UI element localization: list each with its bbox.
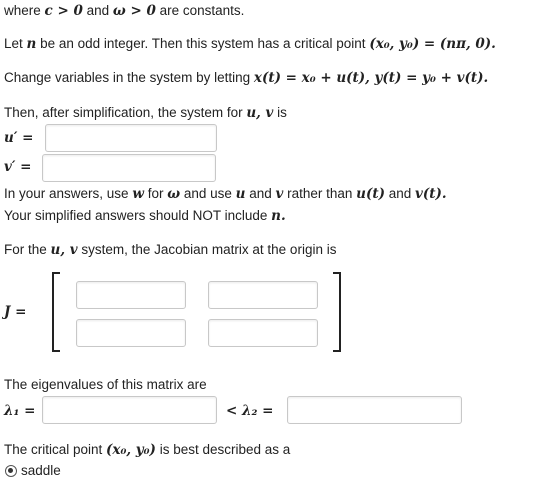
matrix-left-bracket [52, 272, 60, 352]
lambda1-input[interactable] [42, 396, 217, 424]
u-prime-label: u′ = [4, 130, 34, 146]
math-substitution: x(t) = x₀ + u(t), y(t) = y₀ + v(t). [253, 70, 489, 86]
change-variables-statement: Change variables in the system by letting x(t) = x₀ + u(t), y(t) = y₀ + v(t). [4, 70, 489, 86]
saddle-option-label[interactable]: saddle [21, 463, 61, 478]
v-prime-input[interactable] [42, 154, 216, 182]
matrix-right-bracket [333, 272, 341, 352]
critical-point-statement: Let n be an odd integer. Then this system has a critical point (x₀, y₀) = (nπ, 0). [4, 36, 496, 52]
math-n: n [26, 36, 37, 52]
v-prime-label: v′ = [4, 159, 32, 175]
lambda2-label: < λ₂ = [226, 403, 274, 419]
no-n-instruction: Your simplified answers should NOT include n. [4, 208, 286, 224]
math-uv: u, v [246, 105, 274, 121]
jacobian-entry-21[interactable] [76, 319, 186, 347]
math-c-positive: c > 0 [44, 3, 83, 19]
lambda1-label: λ₁ = [4, 403, 36, 419]
u-prime-input[interactable] [45, 124, 217, 152]
system-intro: Then, after simplification, the system for u, v is [4, 105, 287, 121]
saddle-radio[interactable] [5, 465, 17, 477]
eigenvalues-intro: The eigenvalues of this matrix are [4, 377, 207, 392]
classification-intro: The critical point (x₀, y₀) is best described as a [4, 442, 291, 458]
jacobian-entry-22[interactable] [208, 319, 318, 347]
jacobian-entry-11[interactable] [76, 281, 186, 309]
constants-statement: where c > 0 and ω > 0 are constants. [4, 3, 245, 19]
math-omega-positive: ω > 0 [112, 3, 156, 19]
lambda2-input[interactable] [287, 396, 462, 424]
jacobian-entry-12[interactable] [208, 281, 318, 309]
answer-instructions: In your answers, use w for ω and use u and v rather than u(t) and v(t). [4, 186, 447, 202]
jacobian-label: J = [4, 304, 27, 320]
math-critical-point: (x₀, y₀) = (nπ, 0). [369, 36, 496, 52]
jacobian-intro: For the u, v system, the Jacobian matrix at the origin is [4, 242, 337, 258]
